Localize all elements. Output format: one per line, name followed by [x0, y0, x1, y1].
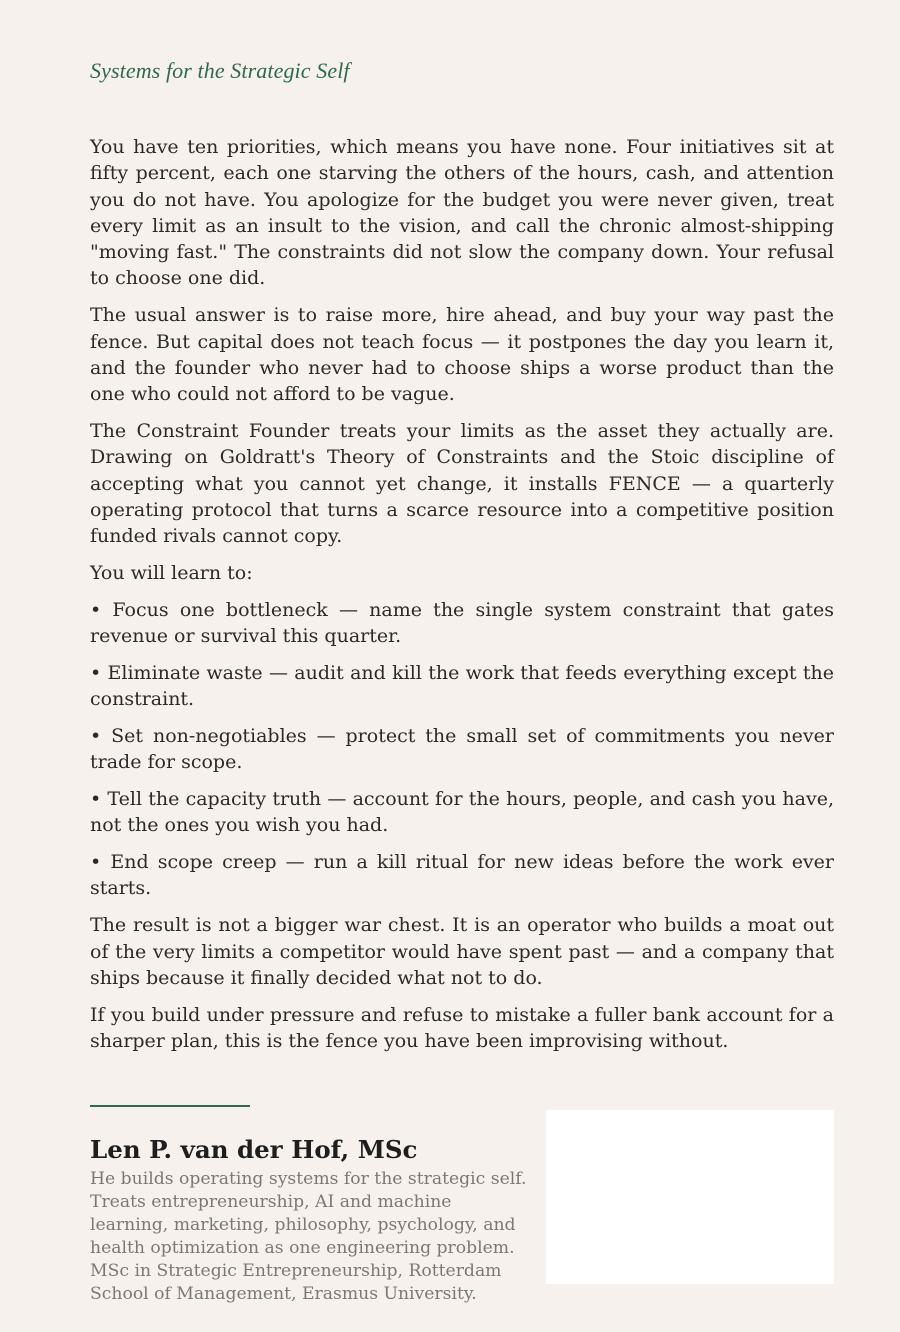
series-title: Systems for the Strategic Self: [90, 58, 350, 83]
author-divider: [90, 1105, 250, 1107]
bullet-capacity: • Tell the capacity truth — account for the hours, people, and cash you have, not the ones you wish you had.: [90, 788, 834, 837]
paragraph-result: The result is not a bigger war chest. It is an operator who builds a moat out of the very limits a competitor would have spent past — and a company that ships because it finally decided what not to do.: [90, 914, 834, 989]
paragraph-learn-intro: You will learn to:: [90, 561, 253, 584]
paragraph-call-to-action: If you build under pressure and refuse to mistake a fuller bank account for a sharper plan, this is the fence you have been improvising without.: [90, 1003, 834, 1052]
paragraph-intro: You have ten priorities, which means you have none. Four initiatives sit at fifty percent, each one starving the others of the hours, cash, and attention you do not have. You apologize for the budget you were never given, treat every limit as an insult to the vision, and call the chronic almost-shipping "moving fast." The constraints did not slow the company down. Your refusal to choose one did.: [90, 136, 834, 290]
author-photo-placeholder: [546, 1110, 834, 1284]
body-copy: [90, 134, 834, 1065]
bullet-non-negotiables: • Set non-negotiables — protect the small set of commitments you never trade for scope.: [90, 724, 834, 774]
bullet-eliminate: • Eliminate waste — audit and kill the work that feeds everything except the constraint.: [90, 661, 834, 711]
bullet-scope-creep: • End scope creep — run a kill ritual for new ideas before the work ever starts.: [90, 851, 834, 900]
bullet-focus: • Focus one bottleneck — name the single system constraint that gates revenue or survival this quarter.: [90, 598, 834, 648]
author-bio: He builds operating systems for the strategic self. Treats entrepreneurship, AI and machine learning, marketing, philosophy, psychology, and health optimization as one engineering problem. MSc in Strategic Entrepreneurship, Rotterdam School of Management, Erasmus University.: [90, 1169, 527, 1305]
paragraph-book-premise: The Constraint Founder treats your limits as the asset they actually are. Drawing on Goldratt's Theory of Constraints and the Stoic discipline of accepting what you cannot yet change, it installs FENCE — a quarterly operating protocol that turns a scarce resource into a competitive position funded rivals cannot copy.: [90, 419, 834, 548]
author-name: Len P. van der Hof, MSc: [90, 1135, 418, 1164]
paragraph-usual-answer: The usual answer is to raise more, hire ahead, and buy your way past the fence. But capital does not teach focus — it postpones the day you learn it, and the founder who never had to choose ships a worse product than the one who could not afford to be vague.: [90, 304, 834, 406]
